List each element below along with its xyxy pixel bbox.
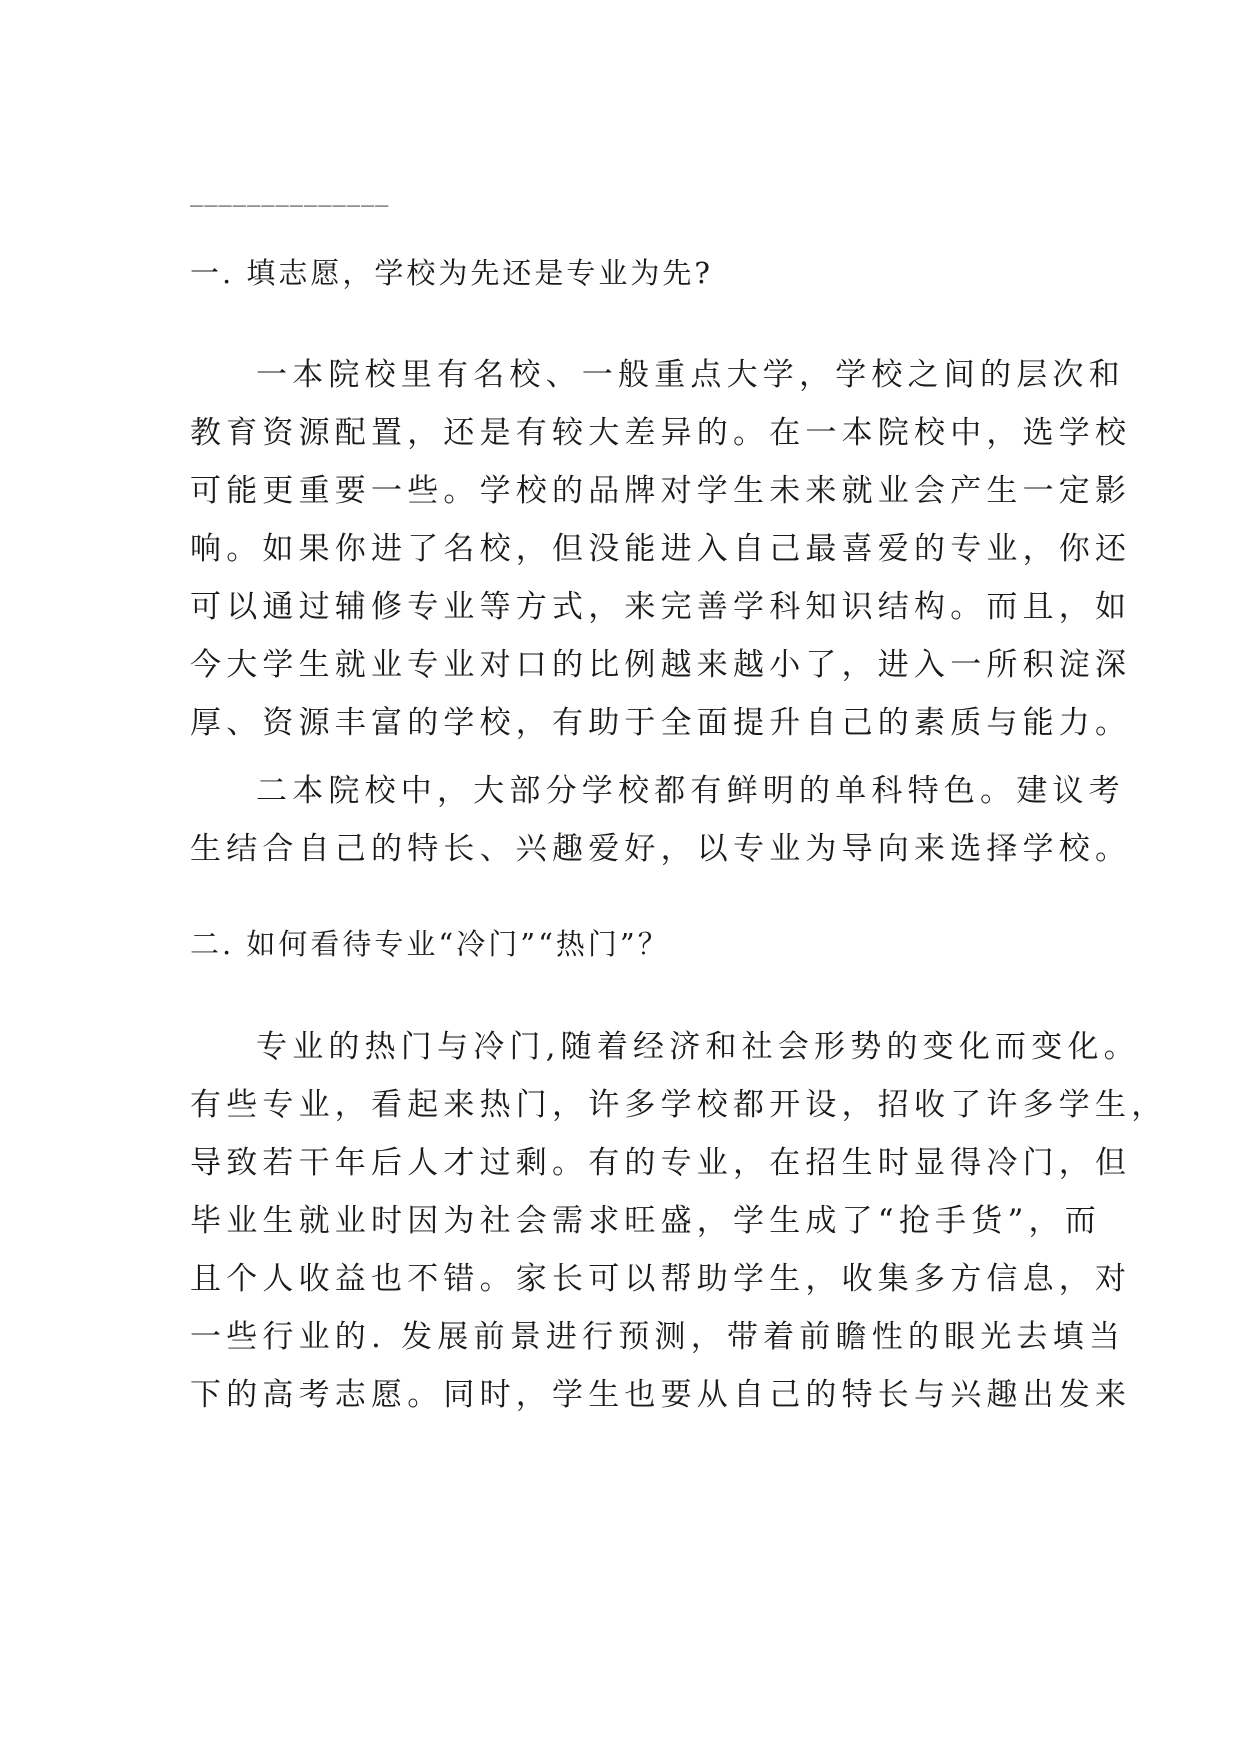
paragraph-line: 响。如果你进了名校，但没能进入自己最喜爱的专业，你还 bbox=[190, 531, 1132, 567]
paragraph-line: 一些行业的. 发展前景进行预测，带着前瞻性的眼光去填当 bbox=[190, 1319, 1126, 1355]
paragraph-line: 毕业生就业时因为社会需求旺盛，学生成了“抢手货”，而 bbox=[190, 1203, 1101, 1239]
paragraph-3 bbox=[190, 1018, 1168, 1424]
paragraph-line: 可以通过辅修专业等方式，来完善学科知识结构。而且，如 bbox=[190, 589, 1132, 625]
paragraph-2 bbox=[190, 762, 1132, 878]
paragraph-line: 一本院校里有名校、一般重点大学，学校之间的层次和 bbox=[256, 357, 1125, 393]
paragraph-line: 下的高考志愿。同时，学生也要从自己的特长与兴趣出发来 bbox=[190, 1377, 1132, 1413]
paragraph-line: 今大学生就业专业对口的比例越来越小了，进入一所积淀深 bbox=[190, 647, 1132, 683]
section-heading-1: 一. 填志愿，学校为先还是专业为先? bbox=[190, 256, 713, 290]
paragraph-line: 导致若干年后人才过剩。有的专业，在招生时显得冷门，但 bbox=[190, 1145, 1132, 1181]
paragraph-line: 厚、资源丰富的学校，有助于全面提升自己的素质与能力。 bbox=[190, 705, 1132, 741]
paragraph-line: 教育资源配置，还是有较大差异的。在一本院校中，选学校 bbox=[190, 415, 1132, 451]
separator-line: ______________ bbox=[190, 182, 390, 207]
paragraph-line: 二本院校中，大部分学校都有鲜明的单科特色。建议考 bbox=[256, 773, 1125, 809]
paragraph-line: 有些专业，看起来热门，许多学校都开设，招收了许多学生， bbox=[190, 1087, 1168, 1123]
paragraph-line: 生结合自己的特长、兴趣爱好，以专业为导向来选择学校。 bbox=[190, 831, 1132, 867]
paragraph-1 bbox=[190, 346, 1132, 752]
section-heading-2: 二. 如何看待专业“冷门”“热门”？ bbox=[190, 927, 670, 961]
paragraph-line: 且个人收益也不错。家长可以帮助学生，收集多方信息，对 bbox=[190, 1261, 1132, 1297]
paragraph-line: 专业的热门与冷门,随着经济和社会形势的变化而变化。 bbox=[256, 1029, 1140, 1065]
paragraph-line: 可能更重要一些。学校的品牌对学生未来就业会产生一定影 bbox=[190, 473, 1132, 509]
